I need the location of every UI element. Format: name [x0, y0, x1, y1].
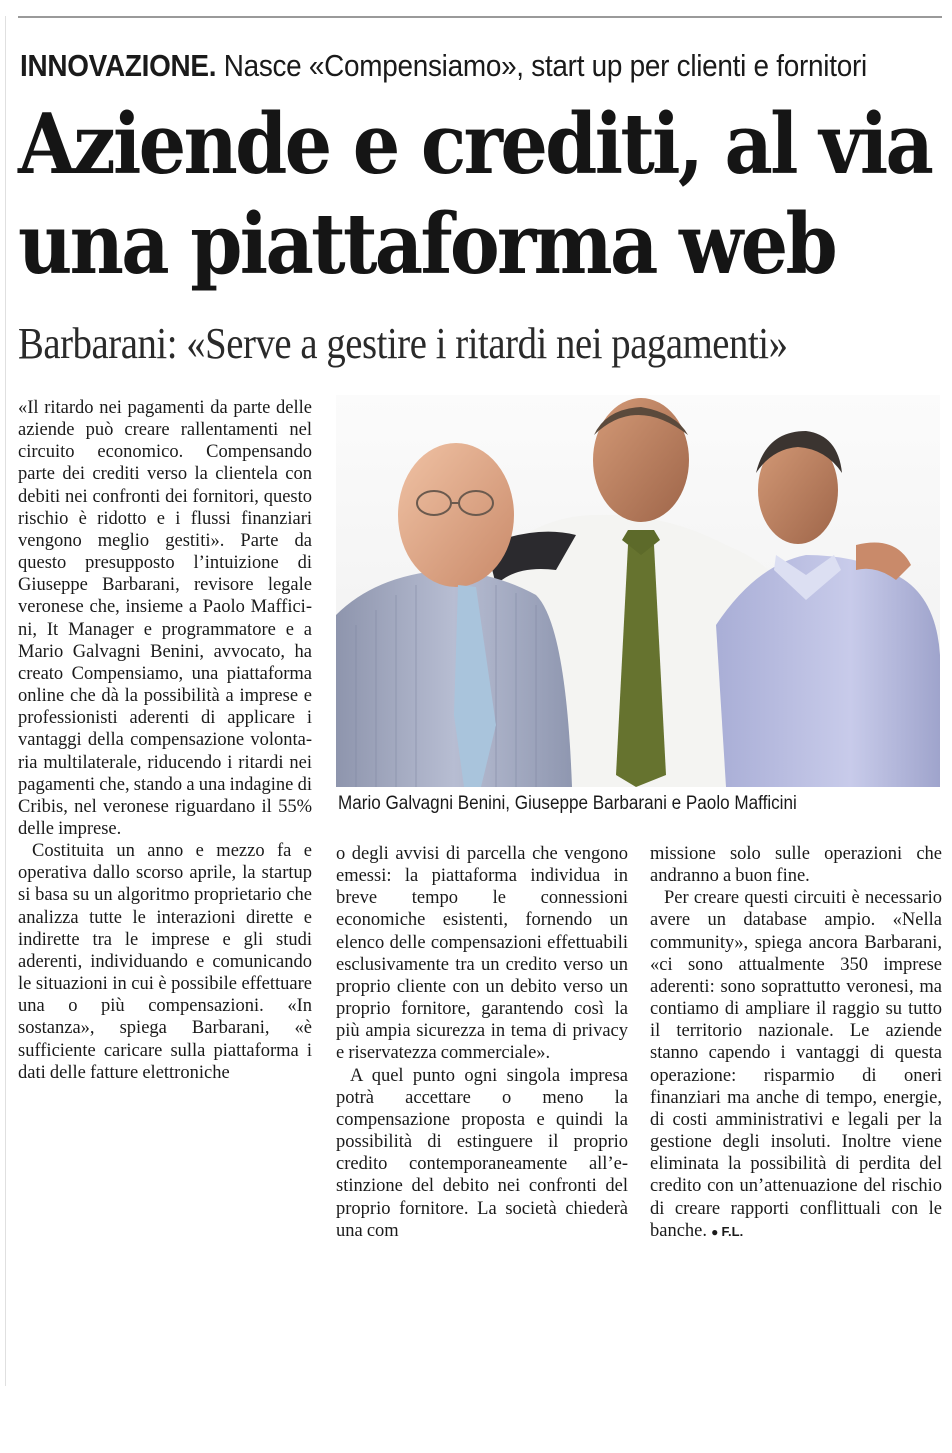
article-paragraph-text: Per creare questi circuiti è necessario avere un database ampio. «Nella community», spiega ancora Barbarani, «ci sono attualmente 350 imprese aderenti: sono soprattutto veronesi, ma contiamo di ampliare il raggio su tutto il territorio nazionale. Le aziende stanno capendo i vantaggi di questa operazione: risparmio di oneri finanziari ma anche di tempo, energie, di costi amministrativi e legali per la gestione degli insoluti. Inoltre viene eliminata la possibilità di perdita del credito con un’attenuazione del rischio di creare rapporti conflittuali con le banche.: [650, 888, 942, 1241]
kicker: [20, 48, 867, 84]
article-paragraph: o degli avvisi di parcella che vengono emessi: la piattaforma individua in breve tempo le connessioni economiche esistenti, fornendo un elenco delle compensazioni effettuabili esclusivamente tra un credito verso un proprio cliente con un debito verso un proprio fornitore, garantendo così la più ampia sicurezza in tema di privacy e riservatezza commerciale».: [336, 844, 628, 1064]
article-paragraph: A quel punto ogni singola impresa potrà accettare o meno la compensazione proposta e quindi la possibilità di estinguere il proprio credito contemporaneamente all’estinzione del debito nei confronti del proprio fornitore. La società chiederà una com: [336, 1065, 628, 1241]
bullet-icon: ●: [711, 1224, 719, 1239]
page-left-edge: [5, 16, 6, 1386]
article-paragraph: «Il ritardo nei pagamenti da parte delle aziende può creare rallentamenti nel circuito economico. Compensando parte dei crediti verso la clientela con debiti nei confronti dei fornitori, questo rischio è ridotto e i flussi finanziari vengono meglio gestiti». Parte da questo presupposto l’intuizione di Giuseppe Barbarani, revisore legale veronese che, insieme a Paolo Mafficini, It Manager e programmatore e a Mario Galvagni Benini, avvocato, ha creato Compensiamo, una piattaforma online che dà la possibilità a imprese e professionisti aderenti di applicare i vantaggi della compensazione volontaria multilaterale, riducendo i ritardi nei pagamenti che, stando a una indagine di Cribis, nel veronese riguardano il 55% delle imprese.: [18, 398, 312, 839]
article-column-3: [650, 843, 942, 1391]
author-initials: F.L.: [721, 1223, 744, 1239]
article-paragraph: missione solo sulle operazioni che andranno a buon fine.: [650, 844, 942, 887]
article-column-1: [18, 397, 312, 1387]
subheadline: Barbarani: «Serve a gestire i ritardi nei pagamenti»: [18, 319, 788, 368]
article-paragraph: Costituita un anno e mezzo fa e operativa dallo scorso aprile, la startup si basa su un algoritmo proprietario che analizza tutte le interazioni dirette e indirette tra le imprese e gli studi aderenti, individuando e comunicando le situazioni in cui è possibile effettuare una o più compensazioni. «In sostanza», spiega Barbarani, «è sufficiente caricare sulla piattaforma i dati delle fatture elettroniche: [18, 841, 312, 1083]
kicker-text: Nasce «Compensiamo», start up per clienti e fornitori: [216, 48, 867, 83]
headline: [18, 94, 932, 294]
top-rule: [18, 16, 942, 18]
headline-line-2: una piattaforma web: [18, 195, 835, 293]
article-photo: [336, 395, 940, 787]
article-column-2: [336, 843, 628, 1391]
photo-caption: Mario Galvagni Benini, Giuseppe Barbarani e Paolo Mafficini: [338, 793, 797, 814]
article-paragraph: [650, 887, 942, 1243]
headline-line-1: Aziende e crediti, al via: [18, 95, 932, 193]
kicker-section: INNOVAZIONE.: [20, 48, 217, 83]
photo-three-men: [336, 395, 940, 787]
author-signature: [711, 1224, 743, 1239]
